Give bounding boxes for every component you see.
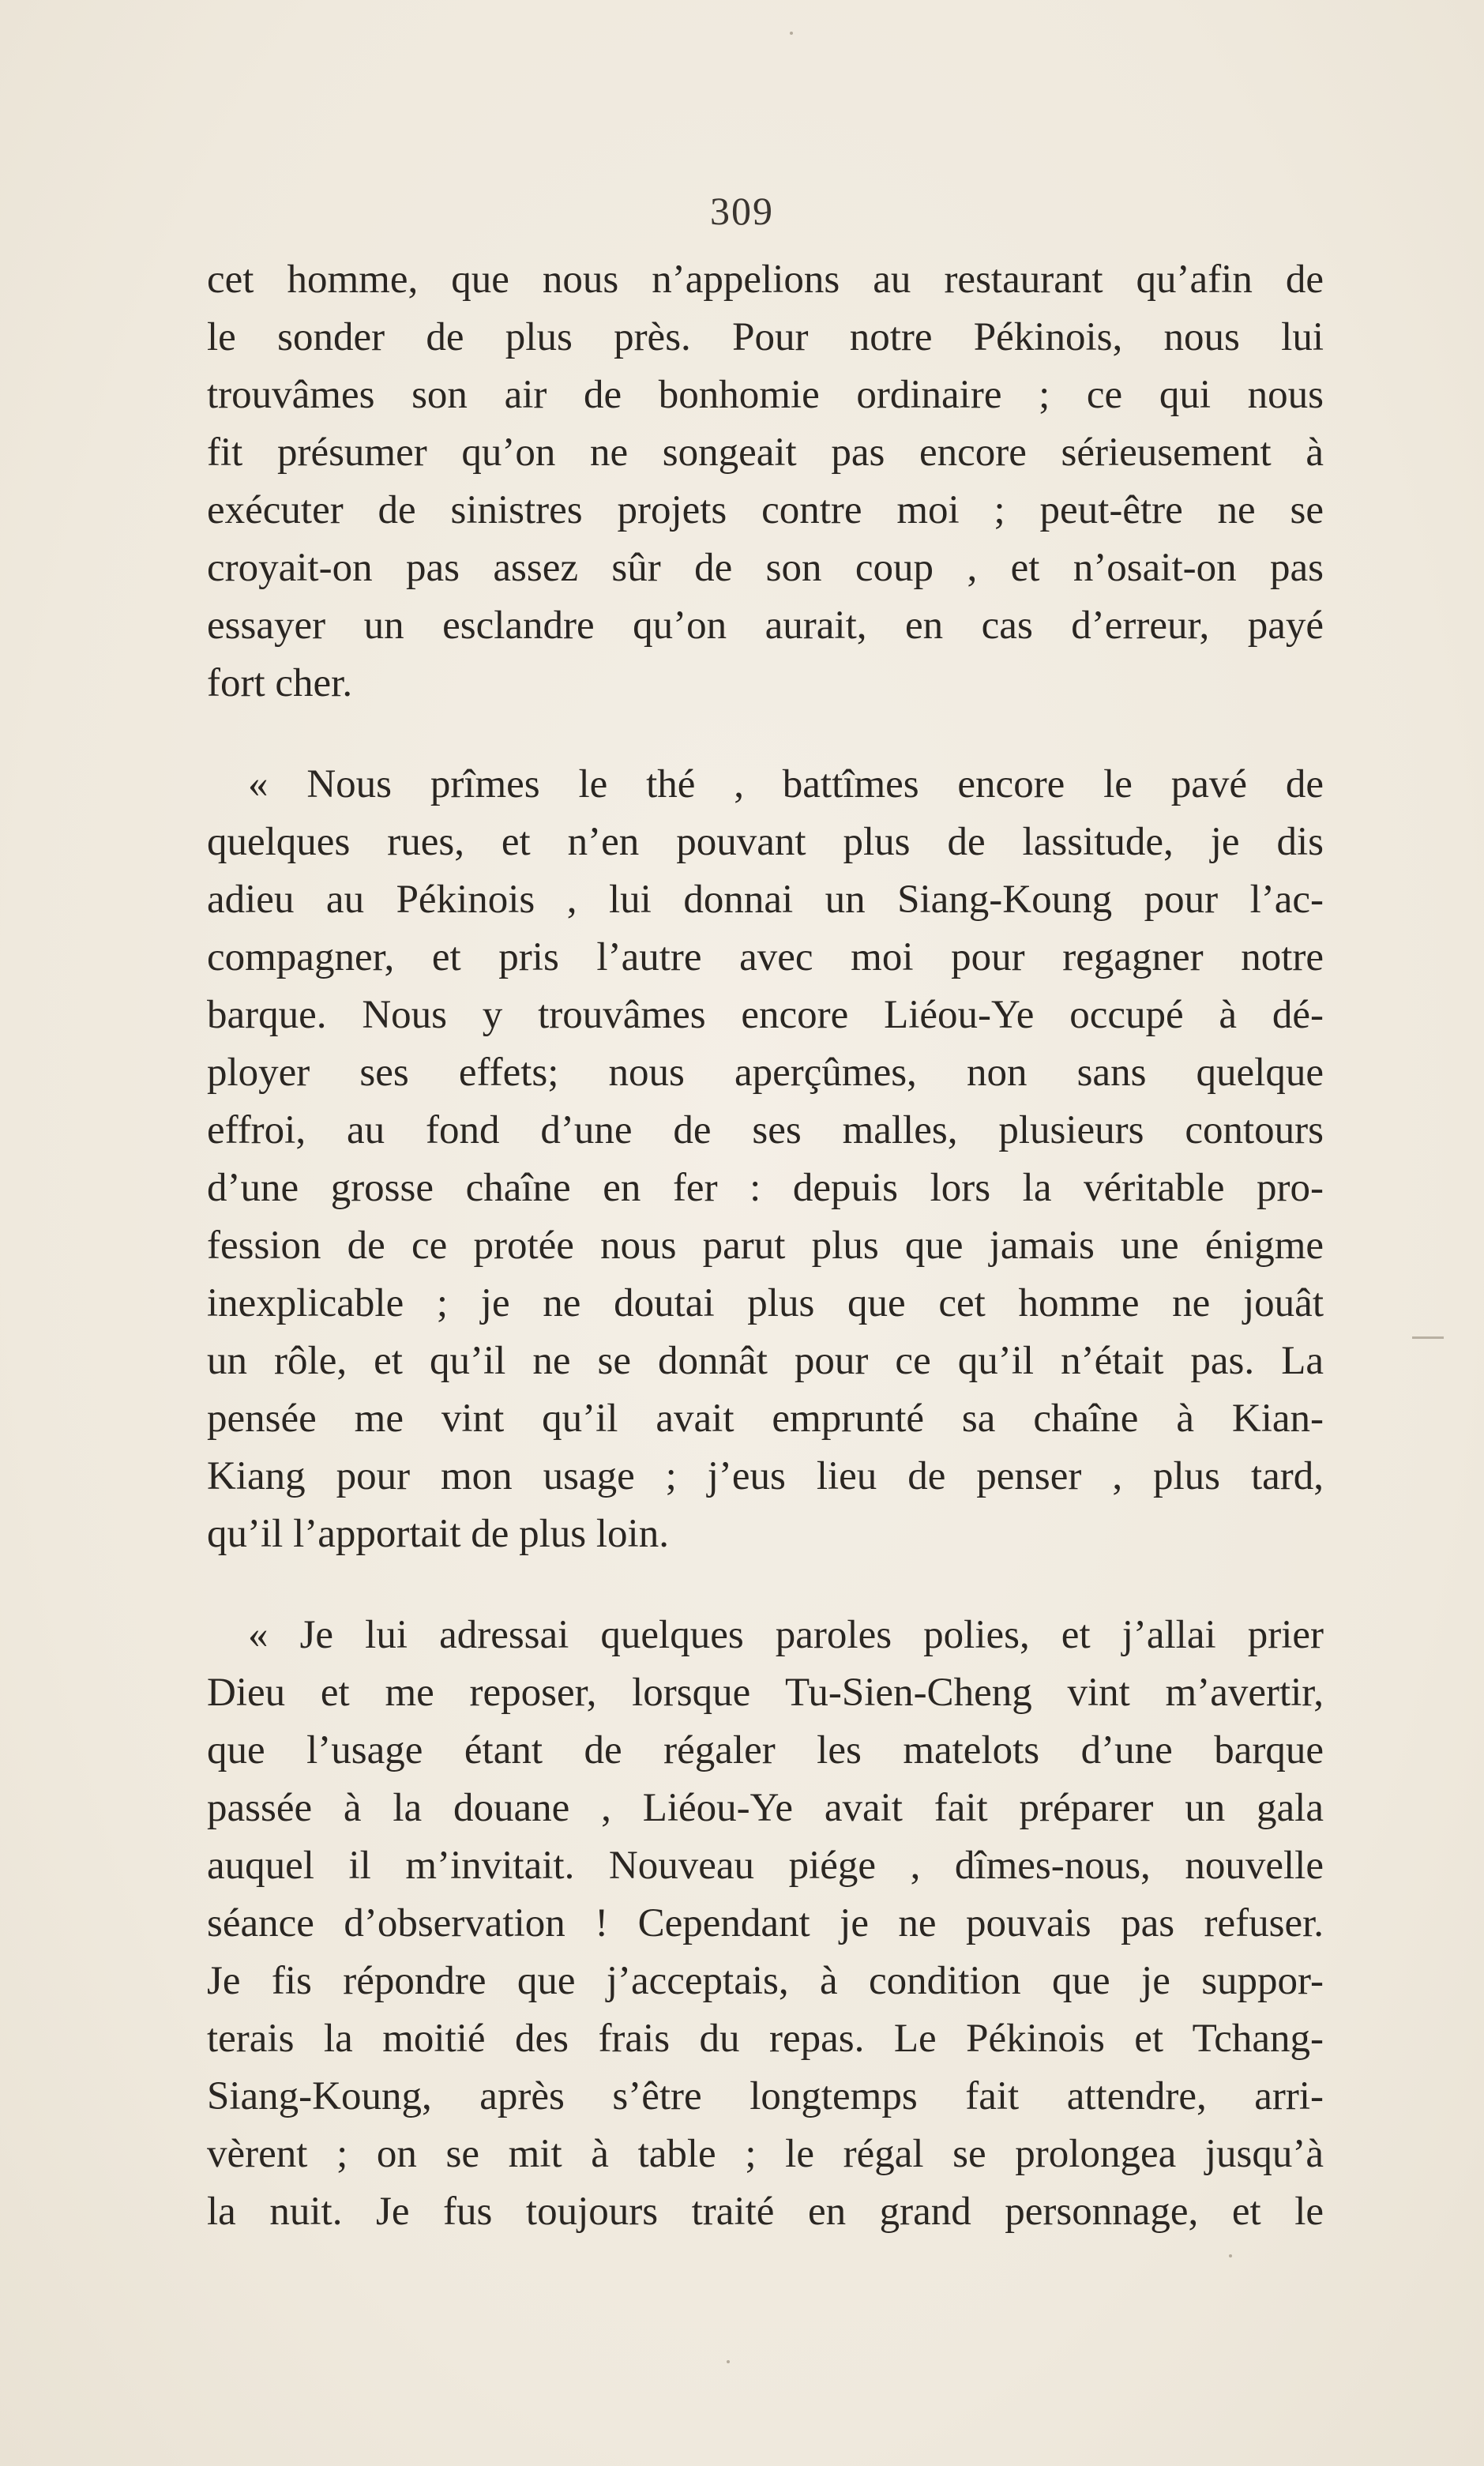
text-line: exécuter de sinistres projets contre moi ; peut-être ne se xyxy=(207,488,1324,532)
text-line: terais la moitié des frais du repas. Le Pékinois et Tchang- xyxy=(207,2017,1324,2061)
text-line: le sonder de plus près. Pour notre Pékinois, nous lui xyxy=(207,315,1324,359)
body-text xyxy=(207,251,1324,2241)
text-line: un rôle, et qu’il ne se donnât pour ce qu’il n’était pas. La xyxy=(207,1339,1324,1383)
text-line: qu’il l’apportait de plus loin. xyxy=(207,1512,669,1556)
text-line: Dieu et me reposer, lorsque Tu-Sien-Cheng vint m’avertir, xyxy=(207,1671,1324,1715)
paragraph-1 xyxy=(207,251,1324,712)
text-line: pensée me vint qu’il avait emprunté sa chaîne à Kian- xyxy=(207,1397,1324,1441)
paper-speck xyxy=(727,2360,730,2363)
text-line: quelques rues, et n’en pouvant plus de lassitude, je dis xyxy=(207,820,1324,864)
text-line: fession de ce protée nous parut plus que jamais une énigme xyxy=(207,1224,1324,1268)
text-line: ployer ses effets; nous aperçûmes, non sans quelque xyxy=(207,1051,1324,1095)
text-line: auquel il m’invitait. Nouveau piége , dîmes-nous, nouvelle xyxy=(207,1844,1324,1888)
text-line: inexplicable ; je ne doutai plus que cet homme ne jouât xyxy=(207,1281,1324,1325)
text-line: que l’usage étant de régaler les matelots d’une barque xyxy=(207,1728,1324,1772)
text-line: barque. Nous y trouvâmes encore Liéou-Ye occupé à dé- xyxy=(207,993,1324,1037)
text-line: cet homme, que nous n’appelions au restaurant qu’afin de xyxy=(207,258,1324,302)
text-line: vèrent ; on se mit à table ; le régal se prolongea jusqu’à xyxy=(207,2132,1324,2176)
text-line: Siang-Koung, après s’être longtemps fait attendre, arri- xyxy=(207,2074,1324,2118)
paper-speck xyxy=(1229,2254,1232,2257)
text-line: compagner, et pris l’autre avec moi pour regagner notre xyxy=(207,935,1324,979)
text-line: Kiang pour mon usage ; j’eus lieu de penser , plus tard, xyxy=(207,1454,1324,1498)
text-line: essayer un esclandre qu’on aurait, en cas d’erreur, payé xyxy=(207,603,1324,648)
paragraph-spacer xyxy=(207,1563,1324,1607)
paragraph-spacer xyxy=(207,712,1324,756)
page-number: 309 xyxy=(710,189,774,233)
text-line: séance d’observation ! Cependant je ne pouvais pas refuser. xyxy=(207,1901,1324,1945)
text-line: d’une grosse chaîne en fer : depuis lors la véritable pro- xyxy=(207,1166,1324,1210)
text-line: « Je lui adressai quelques paroles polies, et j’allai prier xyxy=(248,1613,1324,1657)
text-line: croyait-on pas assez sûr de son coup , et n’osait-on pas xyxy=(207,546,1324,590)
text-line: fort cher. xyxy=(207,661,353,705)
text-line: « Nous prîmes le thé , battîmes encore le pavé de xyxy=(248,762,1324,806)
paragraph-3 xyxy=(207,1607,1324,2241)
paragraph-2 xyxy=(207,756,1324,1563)
text-line: Je fis répondre que j’acceptais, à condition que je suppor- xyxy=(207,1959,1324,2003)
text-line: adieu au Pékinois , lui donnai un Siang-Koung pour l’ac- xyxy=(207,878,1324,922)
paper-speck xyxy=(790,32,793,35)
margin-dash xyxy=(1412,1336,1444,1339)
text-line: passée à la douane , Liéou-Ye avait fait préparer un gala xyxy=(207,1786,1324,1830)
text-line: fit présumer qu’on ne songeait pas encore sérieusement à xyxy=(207,430,1324,475)
text-line: trouvâmes son air de bonhomie ordinaire ; ce qui nous xyxy=(207,373,1324,417)
text-line: la nuit. Je fus toujours traité en grand personnage, et le xyxy=(207,2190,1324,2234)
text-line: effroi, au fond d’une de ses malles, plusieurs contours xyxy=(207,1108,1324,1152)
